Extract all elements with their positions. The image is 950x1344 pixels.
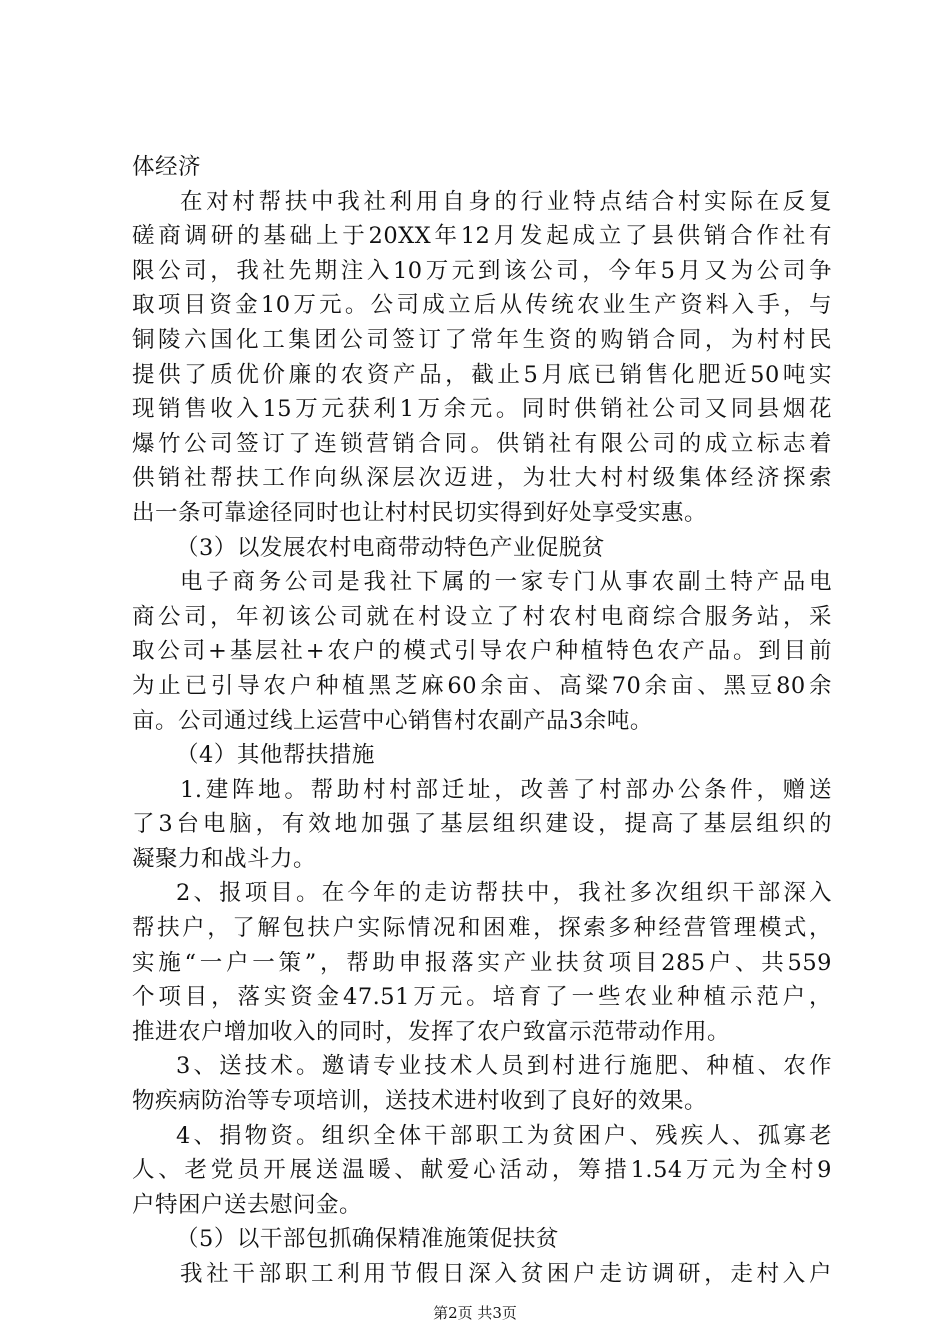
text-line: （5）以干部包抓确保精准施策促扶贫 <box>176 1226 559 1253</box>
text-line: 个项目，落实资金47.51万元。培育了一些农业种植示范户， <box>132 984 832 1011</box>
text-line: 提供了质优价廉的农资产品，截止5月底已销售化肥近50吨实 <box>132 361 832 388</box>
text-line: 2、报项目。在今年的走访帮扶中，我社多次组织干部深入 <box>176 880 832 907</box>
text-line: 铜陵六国化工集团公司签订了常年生资的购销合同，为村村民 <box>132 326 832 353</box>
text-line: 3、送技术。邀请专业技术人员到村进行施肥、种植、农作 <box>176 1053 832 1080</box>
text-line: 电子商务公司是我社下属的一家专门从事农副土特产品电 <box>180 569 832 596</box>
text-line: 我社干部职工利用节假日深入贫困户走访调研，走村入户 <box>180 1261 832 1287</box>
text-line: 商公司，年初该公司就在村设立了村农村电商综合服务站，采 <box>132 603 832 630</box>
text-line: 取项目资金10万元。公司成立后从传统农业生产资料入手，与 <box>132 292 832 319</box>
text-line: 取公司+基层社+农户的模式引导农户种植特色农产品。到目前 <box>132 638 832 665</box>
text-line: 帮扶户，了解包扶户实际情况和困难，探索多种经营管理模式， <box>132 915 832 942</box>
text-line: 限公司，我社先期注入10万元到该公司，今年5月又为公司争 <box>132 257 832 284</box>
text-line: 亩。公司通过线上运营中心销售村农副产品3余吨。 <box>132 707 653 734</box>
text-line: 爆竹公司签订了连锁营销合同。供销社有限公司的成立标志着 <box>132 430 832 457</box>
text-line: 物疾病防治等专项培训，送技术进村收到了良好的效果。 <box>132 1088 708 1115</box>
text-line: 凝聚力和战斗力。 <box>132 845 317 872</box>
text-line: （4）其他帮扶措施 <box>176 742 375 769</box>
document-body <box>132 150 832 1292</box>
text-line: 了3台电脑，有效地加强了基层组织建设，提高了基层组织的 <box>132 811 832 838</box>
text-line: 为止已引导农户种植黑芝麻60余亩、高粱70余亩、黑豆80余 <box>132 672 832 699</box>
text-line: 磋商调研的基础上于20XX年12月发起成立了县供销合作社有 <box>132 223 832 250</box>
text-line: 4、捐物资。组织全体干部职工为贫困户、残疾人、孤寡老 <box>176 1122 832 1149</box>
text-line: 人、老党员开展送温暖、献爱心活动，筹措1.54万元为全村9 <box>132 1157 832 1184</box>
text-line: 实施“一户一策”，帮助申报落实产业扶贫项目285户、共559 <box>132 949 832 976</box>
text-line: 现销售收入15万元获利1万余元。同时供销社公司又同县烟花 <box>132 396 832 423</box>
text-line: 在对村帮扶中我社利用自身的行业特点结合村实际在反复 <box>180 188 832 215</box>
text-line: 户特困户送去慰问金。 <box>132 1191 363 1218</box>
text-line: 1.建阵地。帮助村村部迁址，改善了村部办公条件，赠送 <box>180 776 832 803</box>
page-footer: 第2页 共3页 <box>433 1304 517 1322</box>
text-line: 出一条可靠途径同时也让村村民切实得到好处享受实惠。 <box>132 499 708 526</box>
text-line: （3）以发展农村电商带动特色产业促脱贫 <box>176 534 605 561</box>
text-line: 供销社帮扶工作向纵深层次迈进，为壮大村村级集体经济探索 <box>132 465 832 492</box>
text-line: 推进农户增加收入的同时，发挥了农户致富示范带动作用。 <box>132 1018 731 1045</box>
text-line: 体经济 <box>132 154 202 180</box>
